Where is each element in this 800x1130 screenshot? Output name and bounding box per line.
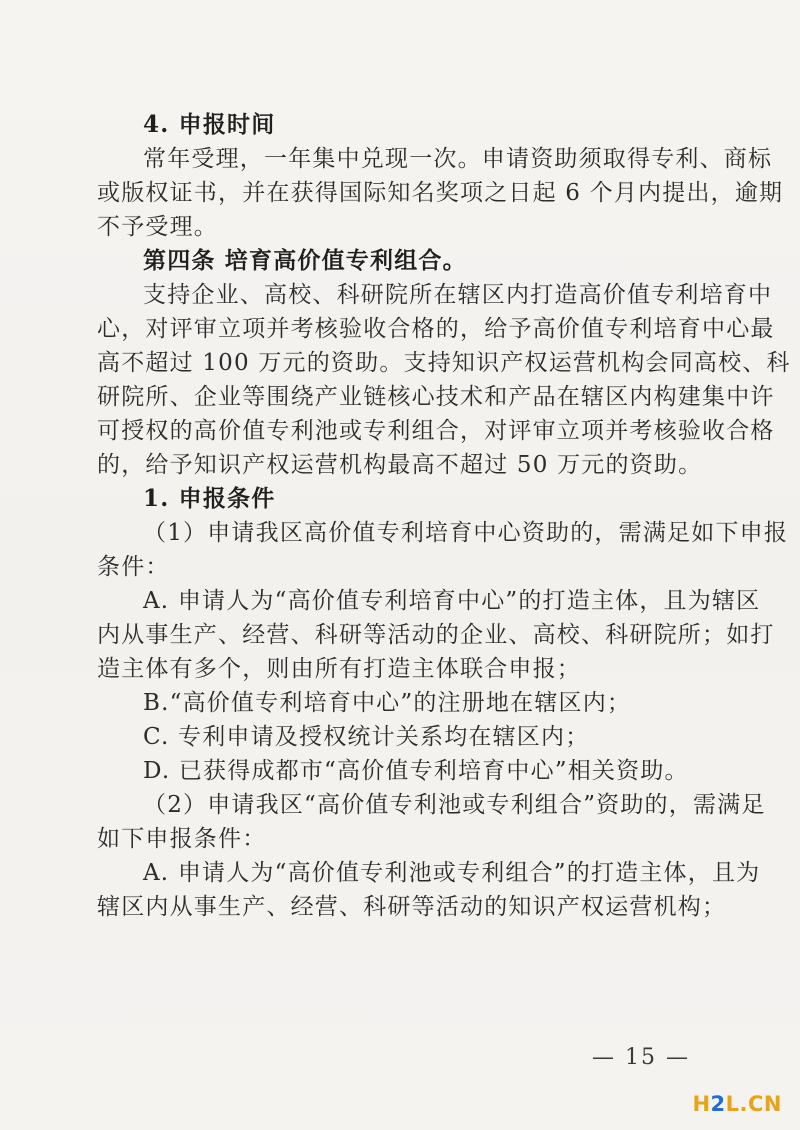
text-line: （2）申请我区“高价值专利池或专利组合”资助的，需满足 <box>143 792 766 818</box>
text-line: B.“高价值专利培育中心”的注册地在辖区内； <box>143 690 632 716</box>
text-line: D. 已获得成都市“高价值专利培育中心”相关资助。 <box>143 758 689 784</box>
text-line: 的，给予知识产权运营机构最高不超过 50 万元的资助。 <box>97 452 703 478</box>
text-line: A. 申请人为“高价值专利池或专利组合”的打造主体，且为 <box>143 860 761 886</box>
text-line: 可授权的高价值专利池或专利组合，对评审立项并考核验收合格 <box>97 418 775 444</box>
text-line: 第四条 培育高价值专利组合。 <box>143 247 467 274</box>
text-line: 条件： <box>97 554 170 580</box>
watermark-part: L.CN <box>725 1092 782 1116</box>
text-line: 辖区内从事生产、经营、科研等活动的知识产权运营机构； <box>97 894 727 920</box>
text-line: 内从事生产、经营、科研等活动的企业、高校、科研院所；如打 <box>97 622 775 648</box>
site-watermark <box>692 1092 782 1116</box>
page-number: — 15 — <box>592 1045 690 1070</box>
text-line: 不予受理。 <box>97 214 218 240</box>
text-line: 如下申报条件： <box>97 826 267 852</box>
text-line: 或版权证书，并在获得国际知名奖项之日起 6 个月内提出，逾期 <box>97 180 784 206</box>
watermark-part: H <box>692 1092 711 1116</box>
text-line: 支持企业、高校、科研院所在辖区内打造高价值专利培育中 <box>143 282 773 308</box>
text-line: 高不超过 100 万元的资助。支持知识产权运营机构会同高校、科 <box>97 350 791 376</box>
text-line: （1）申请我区高价值专利培育中心资助的，需满足如下申报 <box>143 520 789 546</box>
text-line: 1. 申报条件 <box>143 485 276 512</box>
watermark-part: 2 <box>710 1092 726 1116</box>
text-line: 研院所、企业等围绕产业链核心技术和产品在辖区内构建集中许 <box>97 384 775 410</box>
text-line: C. 专利申请及授权统计关系均在辖区内； <box>143 724 590 750</box>
text-line: 造主体有多个，则由所有打造主体联合申报； <box>97 656 581 682</box>
document-body <box>97 108 791 924</box>
text-line: A. 申请人为“高价值专利培育中心”的打造主体，且为辖区 <box>143 588 761 614</box>
text-line: 心，对评审立项并考核验收合格的，给予高价值专利培育中心最 <box>97 316 775 342</box>
text-line: 常年受理，一年集中兑现一次。申请资助须取得专利、商标 <box>143 146 773 172</box>
text-line: 4. 申报时间 <box>143 111 276 138</box>
